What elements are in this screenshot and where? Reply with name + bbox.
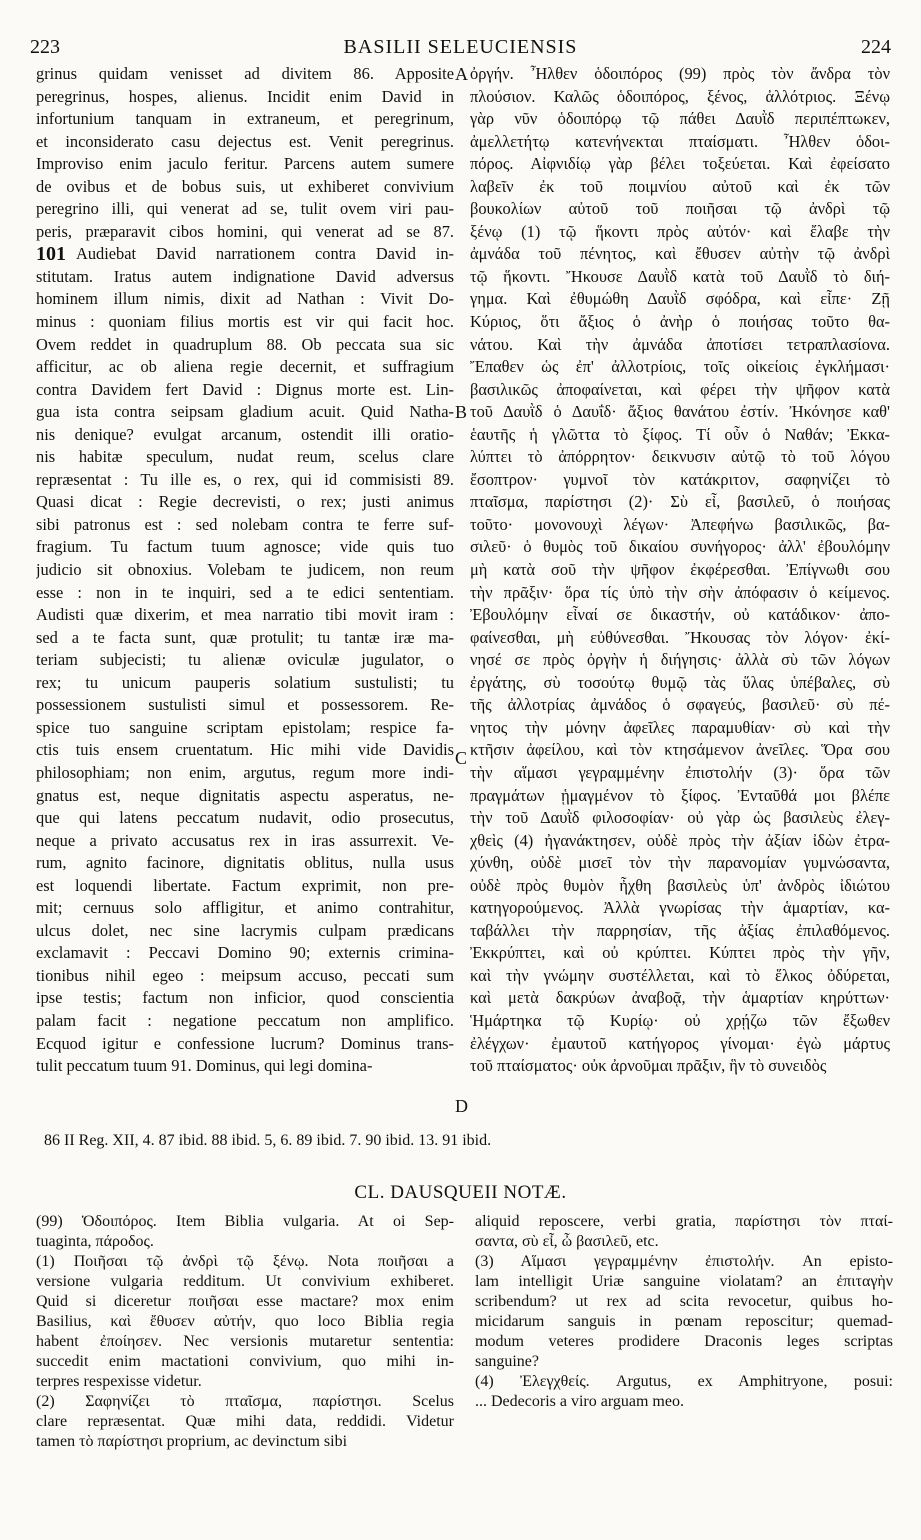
latin-text-line: sed a te facta sunt, quæ protulit; tu tantæ iræ ma- [36, 627, 454, 647]
latin-text-line: ctis tuis ensem cruentatum. Hic mihi vide Davidis [36, 740, 454, 760]
latin-text-line: sibi patronus est : sed nolebam contra te ferre suf- [36, 514, 454, 534]
greek-text-line: ἐλέγχων· ἐμαυτοῦ κατήγορος γίνομαι· ἐγὼ μάρτυς [470, 1033, 890, 1053]
section-number: 101 [36, 243, 66, 266]
greek-text-line: βασιλικῶς ἀποφαίνεται, καὶ φέρει τὴν ψῆφον κατὰ [470, 379, 890, 399]
running-header [30, 36, 891, 62]
latin-text-line: gua ista contra seipsam gladium acuit. Quid Natha- [36, 402, 454, 422]
latin-text-line: nis habitæ speculum, nudat reum, scelus clare [36, 447, 454, 467]
greek-text-line: πόρος. Αἰφνιδίῳ γὰρ βέλει τοξεύεται. Καὶ ἐφείσατο [470, 154, 890, 174]
greek-text-line: οὐδὲ πρὸς θυμὸν ἦχθη βασιλεὺς ὑπ' ἀνδρὸς ἰδιώτου [470, 875, 890, 895]
note-line: tamen τὸ παρίστησι proprium, ac devinctum sibi [36, 1433, 348, 1450]
latin-text-line: possessionem sustulisti simul et possessorem. Re- [36, 695, 454, 715]
greek-text-line: βουκολίων αὐτοῦ τοῦ ποιῆσαι τῷ ἀνδρὶ τῷ [470, 199, 890, 219]
notes-title: CL. DAUSQUEII NOTÆ. [354, 1182, 567, 1203]
latin-text-line: grinus quidam venisset ad divitem 86. Apposite [36, 64, 454, 83]
note-line: clare repræsentat. Quæ mihi data, reddidi. Videtur [36, 1413, 454, 1430]
latin-text-line: mit; cernuus solo affligitur, et animo contrahitur, [36, 898, 454, 918]
latin-text-line: repræsentat : Tu ille es, o rex, qui id commisisti 89. [36, 469, 454, 489]
running-title: BASILII SELEUCIENSIS [343, 36, 578, 58]
note-line: tuaginta, πάροδος. [36, 1233, 154, 1250]
greek-text-line: ἀμελλετήτῳ κατενήνεκται πταίσματι. Ἦλθεν ὁδοι- [470, 131, 890, 151]
greek-text-line: πραγμάτων ᾑμαγμένον τὸ ξίφος. Ἐνταῦθά μοι βλέπε [470, 785, 890, 805]
note-line: (4) Ἐλεγχθείς. Argutus, ex Amphitryone, posui: [475, 1373, 893, 1390]
greek-text-line: γημα. Καὶ ἐθυμώθη Δαυῒδ σφόδρα, καὶ εἶπε· Ζῇ [470, 289, 890, 309]
latin-text-line: teriam subjecisti; tu alienæ oviculæ jugulator, o [36, 650, 454, 670]
note-line: ... Dedecoris a viro arguam meo. [475, 1393, 684, 1410]
greek-text-line: τῆς ἀλλοτρίας ἀμνάδος ὁ σφαγεύς, βασιλεῦ· σὺ πέ- [470, 695, 890, 715]
latin-text-line: peregrinus, hospes, alienus. Incidit enim David in [36, 86, 454, 106]
greek-text-line: νάτου. Καὶ τὴν ἀμνάδα ἀποτίσει τετραπλασίονα. [470, 334, 890, 354]
note-line: succedit enim mactationi convivium, quo mihi in- [36, 1353, 454, 1370]
greek-text-line: τῷ ἥκοντι. Ἤκουσε Δαυῒδ κατὰ τοῦ Δαυῒδ τὸ διή- [470, 266, 890, 286]
greek-text-line: φαίνεσθαι, μὴ εὐθύνεσθαι. Ἤκουσας τὸν λόγον· ἐκί- [470, 627, 890, 647]
note-line: versione vulgaria redditum. Ut convivium exhiberet. [36, 1273, 454, 1290]
margin-letter-a: A [455, 64, 468, 84]
latin-text-line: esse : non in te inquiri, sed a te edici sententiam. [36, 582, 454, 602]
greek-text-line: Ἔπαθεν ὡς ἐπ' ἀλλοτρίοις, τοῖς οἰκείοις ἐγκλήμασι· [470, 357, 890, 377]
note-line: terpres respexisse videtur. [36, 1373, 202, 1390]
greek-text-line: ἀμνάδα τοῦ πένητος, καὶ ἔθυσεν αὐτὴν τῷ ἀνδρὶ [470, 244, 890, 264]
latin-text-line: ipse testis; factum non inficior, quod conscientia [36, 988, 454, 1008]
latin-text-line: peris, præparavit cibos homini, qui venerat ad se 87. [36, 221, 454, 241]
greek-text-line: γὰρ νῦν ὁδοιπόρῳ τῷ πάθει Δαυῒδ περιπέπτωκεν, [470, 109, 890, 129]
greek-text-line: Κύριος, ὅτι ἄξιος ὁ ἀνὴρ ὁ ποιήσας τοῦτο θα- [470, 312, 890, 332]
note-line: Basilius, καὶ ἔθυσεν αὐτήν, quo loco Biblia regia [36, 1313, 454, 1330]
latin-text-line: stitutam. Iratus autem indignatione David adversus [36, 266, 454, 286]
greek-text-line: πταῖσμα, παρίστησι (2)· Σὺ εἶ, βασιλεῦ, ὁ ποιήσας [470, 492, 890, 512]
latin-text-line: tionibus nihil egeo : meipsum accuso, peccati sum [36, 965, 454, 985]
note-line: (1) Ποιῆσαι τῷ ἀνδρὶ τῷ ξένῳ. Nota ποιῆσαι a [36, 1253, 454, 1270]
note-line: σαντα, σὺ εἶ, ὦ βασιλεῦ, etc. [475, 1233, 659, 1250]
greek-text-line: νητος τὴν μόνην ἀφεῖλες παραμυθίαν· σὺ καὶ τὴν [470, 717, 890, 737]
latin-text-line: rum, agnito facinore, dignitatis oblitus, nulla usus [36, 853, 454, 873]
margin-letter-b: B [455, 402, 468, 422]
greek-text-line: χθεὶς (4) ἠγανάκτησεν, οὐδὲ πρὸς τὴν ἀξίαν ἰδὼν ἐτρα- [470, 830, 890, 850]
greek-text-line: καὶ τὴν γνώμην συστέλλεται, καὶ τὸ ἕλκος ὀδύρεται, [470, 965, 890, 985]
notes-right-column [475, 1212, 893, 1412]
greek-text-line: ὀργήν. Ἦλθεν ὁδοιπόρος (99) πρὸς τὸν ἄνδρα τὸν [470, 64, 890, 83]
notes-left-column [36, 1212, 454, 1452]
greek-text-line: τὴν πρᾶξιν· ὅρα τίς ὑπὸ τὴν σὴν ἀπόφασιν ὁ κείμενος. [470, 582, 890, 602]
latin-text-line: de ovibus et de bobus suis, ut exhiberet convivium [36, 176, 454, 196]
greek-text-line: ταβάλλει τὴν παρρησίαν, τῆς ἀξίας ἐπιλαθόμενος. [470, 920, 890, 940]
greek-text-line: Ἐβουλόμην εἶναί σε δικαστήν, οὐ κατάδικον· ἀπο- [470, 605, 890, 625]
latin-text-line: Improviso enim jaculo feritur. Parcens autem sumere [36, 154, 454, 174]
greek-text-line: χύνθη, οὐδὲ μισεῖ τὸν τὴν παρανομίαν γυμνώσαντα, [470, 853, 890, 873]
note-line: sanguine? [475, 1353, 539, 1370]
greek-text-line: καὶ μετὰ δακρύων ἀναβοᾷ, τὴν ἁμαρτίαν κηρύττων· [470, 988, 890, 1008]
latin-text-line: spice tuo sanguine scriptam epistolam; respice fa- [36, 717, 454, 737]
note-line: micidarum sanguis in pœnam reposcitur; quemad- [475, 1313, 893, 1330]
greek-text-line: τοῦ πταίσματος· οὐκ ἀρνοῦμαι πρᾶξιν, ἣν τὸ συνειδὸς [470, 1056, 827, 1076]
note-line: habent ἐποίησεν. Nec versionis mutaretur sententia: [36, 1333, 454, 1350]
latin-text-line: judicio sit obnoxius. Volebam te judicem, non reum [36, 560, 454, 580]
latin-text-line: Ovem reddet in quadruplum 88. Ob peccata sua sic [36, 334, 454, 354]
latin-column [36, 63, 454, 1078]
left-page-number: 223 [30, 36, 60, 58]
latin-text-line: nis denique? evulgat arcanum, ostendit illi oratio- [36, 424, 454, 444]
note-line: lam intelligit Uriæ sanguine violatam? an ἐπιταγὴν [475, 1273, 893, 1290]
latin-text-line: minus : quoniam filius mortis est vir qui facit hoc. [36, 312, 454, 332]
greek-text-line: τοῦ Δαυῒδ ὁ Δαυΐδ· ἄξιος θανάτου ἐστίν. Ἠκόνησε καθ' [470, 402, 890, 422]
greek-column [470, 63, 890, 1078]
greek-text-line: πλούσιον. Καλῶς ὁδοιπόρος, ξένος, ἀλλότριος. Ξένῳ [470, 86, 890, 106]
latin-text-line: tulit peccatum tuum 91. Dominus, qui legi domina- [36, 1056, 373, 1076]
latin-text-line: philosophiam; non enim, argutus, regum more indi- [36, 762, 454, 782]
margin-letter-c: C [455, 748, 468, 768]
latin-text-line: que qui latens peccatum nudavit, odio prosecutus, [36, 808, 454, 828]
note-line: (99) Ὁδοιπόρος. Item Biblia vulgaria. At oi Sep- [36, 1213, 454, 1230]
latin-text-line: peregrino illi, qui venerat ad se, tulit ovem viri pau- [36, 199, 454, 219]
note-line: (2) Σαφηνίζει τὸ πταῖσμα, παρίστησι. Scelus [36, 1393, 454, 1410]
latin-text-line: gnatus est, neque dignitatis aspectu asperatus, ne- [36, 785, 454, 805]
greek-text-line: τοῦτο· μονονουχὶ λέγων· Ἀπεφήνω βασιλικῶς, βα- [470, 514, 890, 534]
latin-text-line: exclamavit : Peccavi Domino 90; externis crimina- [36, 943, 454, 963]
note-line: Quid si diceretur ποιῆσαι esse mactare? mox enim [36, 1293, 454, 1310]
greek-text-line: ἔσοπτρον· γυμνοῖ τὸν κατάκριτον, σαφηνίζει τὸ [470, 469, 890, 489]
note-line: (3) Αἵμασι γεγραμμένην ἐπιστολήν. An episto- [475, 1253, 893, 1270]
latin-text-line: et inconsiderato casu dejectus est. Venit peregrinus. [36, 131, 454, 151]
greek-text-line: τὴν αἵμασι γεγραμμένην ἐπιστολήν (3)· ὅρα τῶν [470, 762, 890, 782]
latin-text-line: Audisti quæ dixerim, et mea narratio tibi movit iram : [36, 605, 454, 625]
latin-text-line: Ecquod igitur e confessione lucrum? Dominus trans- [36, 1033, 454, 1053]
latin-text-line: contra Davidem fert David : Dignus morte est. Lin- [36, 379, 454, 399]
latin-text-line: palam facit : negatione peccatum non amplifico. [36, 1010, 454, 1030]
latin-text-line: ulcus dolet, nec sine lacrymis culpam prædicans [36, 920, 454, 940]
note-line: modum veteres prodidere Draconis leges scriptas [475, 1333, 893, 1350]
footnotes: 86 II Reg. XII, 4. 87 ibid. 88 ibid. 5, 6. 89 ibid. 7. 90 ibid. 13. 91 ibid. [44, 1132, 492, 1149]
greek-text-line: λαβεῖν ἐκ τοῦ ποιμνίου αὐτοῦ καὶ ἐκ τῶν [470, 176, 890, 196]
greek-text-line: κατηγορούμενος. Ἀλλὰ γνωρίσας τὴν ἁμαρτίαν, κα- [470, 898, 890, 918]
greek-text-line: τὴν τοῦ Δαυῒδ φιλοσοφίαν· οὐ γὰρ ὡς βασιλεὺς ἐλεγ- [470, 808, 890, 828]
latin-text-line: rex; tu unicum pauperis solatium sustulisti; tu [36, 672, 454, 692]
latin-text-line: est loquendi libertate. Factum exprimit, non pre- [36, 875, 454, 895]
greek-text-line: Ἐκκρύπτει, καὶ οὐ κρύπτει. Κύπτει πρὸς τὴν γῆν, [470, 943, 890, 963]
latin-text-line: afficitur, ac ob aliena regie decernit, et suffragium [36, 357, 454, 377]
greek-text-line: ἐργάτης, σὺ τοσούτῳ θυμῷ τὰς ὕλας ὑπέβαλες, σὺ [470, 672, 890, 692]
greek-text-line: μὴ κατὰ σοῦ τὴν ψῆφον ἐκφέρεσθαι. Ἐπίγνωθι σου [470, 560, 890, 580]
right-page-number: 224 [861, 36, 891, 58]
greek-text-line: νησέ σε πρὸς ὀργὴν ἡ διήγησις· ἀλλὰ σὺ τῶν λόγων [470, 650, 890, 670]
margin-letter-d: D [455, 1096, 468, 1116]
latin-text-line: fragium. Tu factum tuum agnosce; vide quis tuo [36, 537, 454, 557]
greek-text-line: λύπτει τὸ ἀπόρρητον· δεικνυσιν αὐτῷ τὸ τοῦ λόγου [470, 447, 890, 467]
greek-text-line: ἑαυτῆς ἡ γλῶττα τὸ ξίφος. Τί οὖν ὁ Ναθάν; Ἐκκα- [470, 424, 890, 444]
greek-text-line: σιλεῦ· ὁ θυμὸς τοῦ δικαίου συνήγορος· ἀλλ' ἐβουλόμην [470, 537, 890, 557]
greek-text-line: ξένῳ (1) τῷ ἥκοντι πρὸς αὐτόν· καὶ ἔλαβε τὴν [470, 221, 890, 241]
latin-text-line: neque a privato accusatus rex in iras assurrexit. Ve- [36, 830, 454, 850]
latin-text-line: infortunium tanquam in extraneum, et peregrinum, [36, 109, 454, 129]
latin-text-line: hominem illum nimis, dixit ad Nathan : Vivit Do- [36, 289, 454, 309]
note-line: scribendum? ut rex ad scita revocetur, quibus ho- [475, 1293, 893, 1310]
note-line: aliquid reposcere, verbi gratia, παρίστησι τὸν πταί- [475, 1213, 893, 1230]
latin-text-line: Audiebat David narrationem contra David in- 101 [36, 243, 454, 266]
greek-text-line: κτῆσιν ἀφείλου, καὶ τὸν κτησάμενον ἀνεῖλες. Ὅρα σου [470, 740, 890, 760]
greek-text-line: Ἡμάρτηκα τῷ Κυρίῳ· οὐ χρῄζω τῶν ἔξωθεν [470, 1010, 890, 1030]
latin-text-line: Quasi dicat : Regie decrevisti, o rex; justi animus [36, 492, 454, 512]
